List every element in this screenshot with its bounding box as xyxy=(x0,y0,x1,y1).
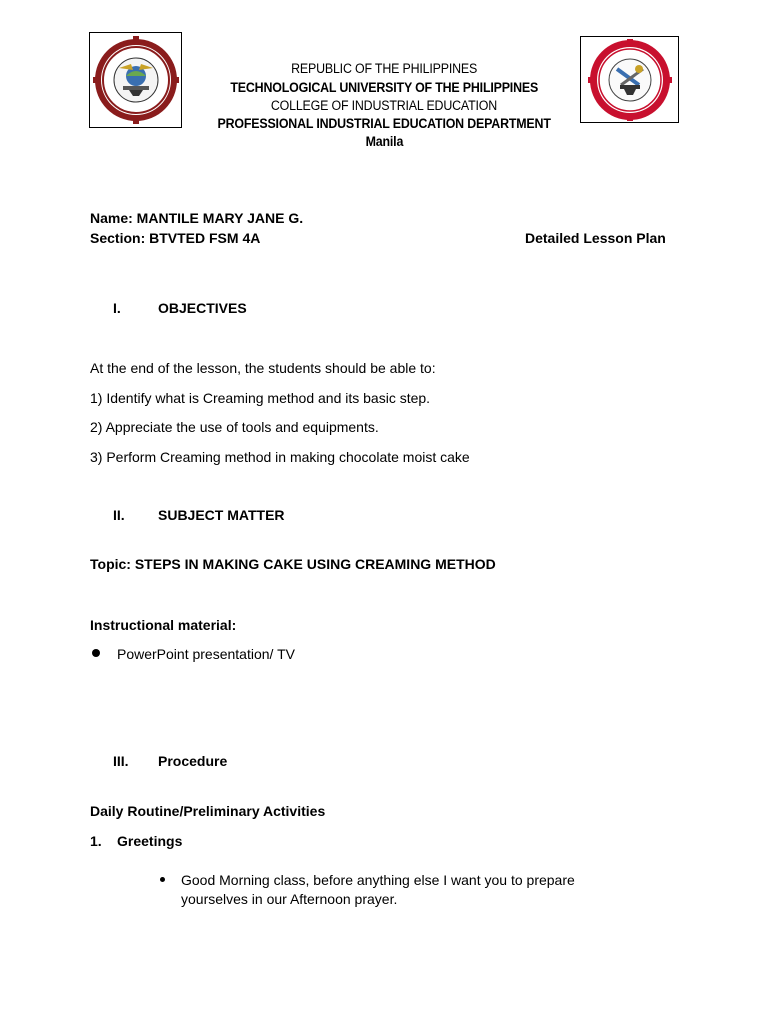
topic-line: Topic: STEPS IN MAKING CAKE USING CREAMING METHOD xyxy=(90,556,496,572)
material-item-1: PowerPoint presentation/ TV xyxy=(117,646,295,662)
department-name: PROFESSIONAL INDUSTRIAL EDUCATION DEPARTMENT xyxy=(217,116,551,131)
objectives-heading: OBJECTIVES xyxy=(158,300,247,316)
greeting-line-2: yourselves in our Afternoon prayer. xyxy=(181,891,398,907)
objectives-number: I. xyxy=(113,300,121,316)
greeting-line-1: Good Morning class, before anything else I want you to prepare xyxy=(181,872,575,888)
city-name: Manila xyxy=(365,134,403,149)
materials-label: Instructional material: xyxy=(90,617,237,633)
student-section: Section: BTVTED FSM 4A xyxy=(90,230,261,246)
header-line-3 xyxy=(0,97,768,115)
routine-label: Daily Routine/Preliminary Activities xyxy=(90,803,326,819)
objective-item-3: 3) Perform Creaming method in making chocolate moist cake xyxy=(90,449,470,465)
step-1-number: 1. xyxy=(90,833,102,849)
bullet-icon xyxy=(160,877,165,882)
step-1-title: Greetings xyxy=(117,833,183,849)
subject-matter-heading: SUBJECT MATTER xyxy=(158,507,285,523)
college-name: COLLEGE OF INDUSTRIAL EDUCATION xyxy=(270,98,498,113)
objective-item-1: 1) Identify what is Creaming method and its basic step. xyxy=(90,390,431,406)
header-line-1 xyxy=(0,60,768,78)
republic-text: REPUBLIC OF THE PHILIPPINES xyxy=(291,61,477,76)
header-line-4 xyxy=(0,115,768,133)
subject-matter-number: II. xyxy=(113,507,125,523)
student-name: Name: MANTILE MARY JANE G. xyxy=(90,210,304,226)
procedure-number: III. xyxy=(113,753,129,769)
document-type: Detailed Lesson Plan xyxy=(525,230,666,246)
procedure-heading: Procedure xyxy=(158,753,228,769)
header-line-5 xyxy=(0,133,768,151)
university-name: TECHNOLOGICAL UNIVERSITY OF THE PHILIPPINES xyxy=(230,80,538,95)
objectives-intro: At the end of the lesson, the students should be able to: xyxy=(90,360,436,376)
bullet-icon xyxy=(92,649,100,657)
objective-item-2: 2) Appreciate the use of tools and equipments. xyxy=(90,419,379,435)
header-line-2 xyxy=(0,79,768,97)
